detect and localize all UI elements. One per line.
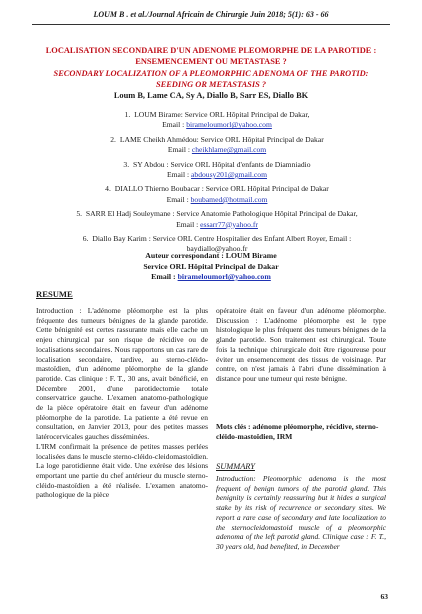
page-number: 63 <box>380 592 388 601</box>
affiliation-item <box>72 160 362 181</box>
affiliation-text: SARR El Hadj Souleymane : Service Anatomie Pathologique Hôpital Principal de Dakar, Email : <box>85 209 358 229</box>
affiliation-email-link[interactable]: essarr77@yahoo.fr <box>200 219 258 229</box>
affiliation-text: SY Abdou : Service ORL Hôpital d'enfants de Diamniadio <box>133 159 311 169</box>
corresponding-name: Auteur correspondant : LOUM Birame <box>145 251 277 260</box>
header-divider <box>32 24 390 25</box>
affiliation-email-link[interactable]: cheikhlame@gmail.com <box>191 145 267 155</box>
affiliation-number: 4. <box>105 184 111 194</box>
resume-paragraph: L'IRM confirmait la présence de petites masses perlées localisées dans le muscle sterno-cléido-cleidomastoïdien. La loge parotidienne était vide. Une exérèse des lésions emportant une partie du chef antérieur du muscle sterno-cléido-mastoïdien a été réalisée. L'examen anatomo-pathologique de la pièce <box>36 441 208 500</box>
affiliation-email-link[interactable]: abdousy201@gmail.com <box>191 170 268 180</box>
affiliation-email-link[interactable]: boubamed@hotmail.com <box>190 194 268 204</box>
author-list: Loum B, Lame CA, Sy A, Diallo B, Sarr ES, Diallo BK <box>113 91 309 100</box>
resume-heading: RESUME <box>36 289 73 299</box>
resume-paragraph: Introduction : L'adénome pléomorphe est la plus fréquente des tumeurs bénignes de la glande parotide. Cette bénignité est certes rassurante mais elle cache un enjeu chirurgical par son risque de récidive ou de localisations secondaires. Nous rapportons un cas rare de localisation secondaire, tardive, au sterno-cléido-mastoïdien, d'un adénome pléomorphe de la glande parotide. Cas clinique : F. T., 30 ans, avait bénéficié, en Décembre 2001, d'une parotidectomie totale conservatrice gauche. L'examen anatomo-pathologique de la pièce opératoire était en faveur d'un adénome pléomorphe de la parotide. La patiente a été revue en consultation, en Janvier 2013, pour des petites masses latérocervicales gauches disséminées. <box>36 306 208 442</box>
summary-text: Introduction: Pleomorphic adenoma is the most frequent of benign tumors of the parotid gland. This benignity is certainly reassuring but it hides a surgical stake by its risk of recurrence or secondary sites. We report a rare case of secondary and late localization to the sternocleidomastoid muscle of a pleomorphic adenoma of the left parotid gland. Clinique case : F. T., 30 years old, had benefited, in December <box>216 474 386 551</box>
corresponding-service: Service ORL Hôpital Principal de Dakar <box>143 261 279 271</box>
affiliation-email-label: Email : <box>166 170 190 180</box>
affiliation-email-label: Email : <box>166 194 189 204</box>
affiliation-number: 5. <box>76 209 83 219</box>
keywords: Mots clés : adénome pléomorphe, récidive, sterno-cléido-mastoïdien, IRM <box>216 422 379 441</box>
affiliation-number: 6. <box>82 234 89 244</box>
affiliation-text: LAME Cheikh Ahmédou: Service ORL Hôpital Principal de Dakar <box>119 134 324 144</box>
affiliation-item <box>72 209 362 230</box>
title-french: LOCALISATION SECONDAIRE D'UN ADENOME PLEOMORPHE DE LA PAROTIDE : ENSEMENCEMENT OU METASTASE ? <box>45 46 377 66</box>
summary-heading: SUMMARY <box>216 462 255 471</box>
affiliation-email-label: Email : <box>167 145 190 155</box>
affiliation-item <box>72 110 362 131</box>
corresponding-author <box>40 251 382 283</box>
affiliation-item <box>72 135 362 156</box>
resume-paragraph: opératoire était en faveur d'un adénome pléomorphe. Discussion : L'adénome pléomorphe est le type histologique le plus fréquent des tumeurs bénignes de la glande parotide. Son traitement est chirurgical. Toute fois la technique chirurgicale doit être rigoureuse pour éviter un ensemencement des tissus de voisinage. Par contre, on n'est jamais à l'abri d'une dissémination à distance pour une tumeur qui reste bénigne. <box>216 306 386 383</box>
title-english: SECONDARY LOCALIZATION OF A PLEOMORPHIC ADENOMA OF THE PAROTID: SEEDING OR METASTASIS ? <box>53 69 369 89</box>
affiliations <box>72 110 362 259</box>
affiliation-number: 2. <box>110 134 116 144</box>
resume-left-column <box>36 306 208 500</box>
running-header: LOUM B . et al./Journal Africain de Chirurgie Juin 2018; 5(1): 63 - 66 <box>93 10 329 19</box>
affiliation-email-label: Email : <box>162 120 185 130</box>
affiliation-email-link[interactable]: birameloumorl@yahoo.com <box>186 120 272 130</box>
affiliation-number: 1. <box>124 110 131 119</box>
corresponding-email-label: Email : <box>151 272 176 281</box>
affiliation-text: DIALLO Thierno Boubacar : Service ORL Hôpital Principal de Dakar <box>114 184 329 194</box>
corresponding-email-link[interactable]: birameloumorl@yahoo.com <box>177 272 271 281</box>
affiliation-text: Diallo Bay Karim : Service ORL Centre Hospitalier des Enfant Albert Royer, Email : baydiallo@yahoo.fr <box>92 234 352 254</box>
corresponding-email-line <box>40 272 382 283</box>
affiliation-number: 3. <box>123 159 130 169</box>
affiliation-text: LOUM Birame: Service ORL Hôpital Principal de Dakar, <box>134 110 310 119</box>
resume-right-column <box>216 306 386 384</box>
affiliation-item <box>72 184 362 205</box>
